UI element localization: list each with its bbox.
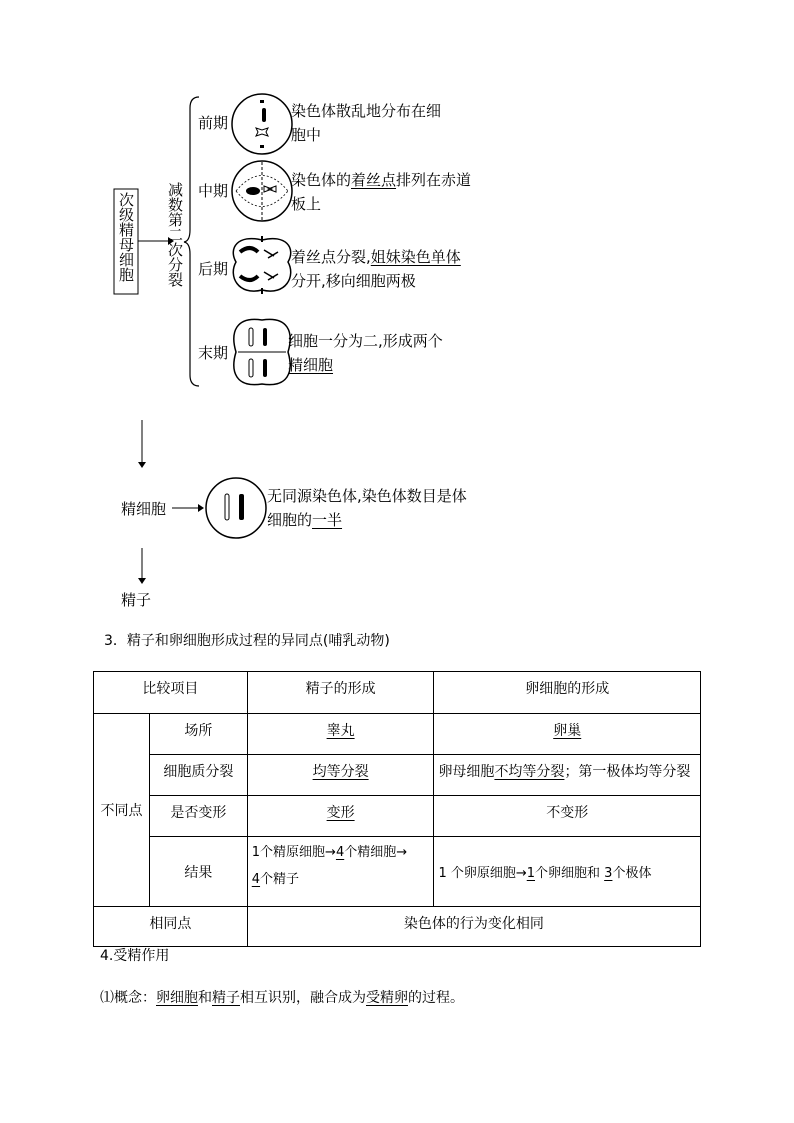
group-label: 不同点 [94, 714, 150, 907]
phase-name-anaphase: 后期 [198, 260, 229, 278]
sperm-label: 精子 [121, 591, 152, 609]
cytoplasm-egg: 卵母细胞不均等分裂；第一极体均等分裂 [434, 755, 701, 796]
result-sperm: 1个精原细胞→4个精细胞→ 4个精子 [247, 837, 434, 907]
deform-sperm: 变形 [326, 805, 355, 821]
header-egg: 卵细胞的形成 [434, 672, 701, 714]
spermatid-label: 精细胞 [121, 500, 167, 518]
row-label-deform: 是否变形 [149, 796, 247, 837]
row-label-cytoplasm: 细胞质分裂 [149, 755, 247, 796]
anaphase-desc: 着丝点分裂,姐妹染色单体 分开,移向细胞两极 [291, 248, 461, 290]
place-egg: 卵巢 [553, 723, 582, 739]
place-sperm: 睾丸 [326, 723, 355, 739]
metaphase-desc: 染色体的着丝点排列在赤道 板上 [291, 171, 472, 213]
table-row [94, 837, 701, 907]
section3-title: 3．精子和卵细胞形成过程的异同点(哺乳动物) [104, 633, 390, 649]
source-cell-label: 次级精母细胞 [117, 192, 135, 282]
header-sperm: 精子的形成 [247, 672, 434, 714]
telophase-desc: 细胞一分为二,形成两个 精细胞 [288, 329, 443, 377]
result-egg: 1 个卵原细胞→1个卵细胞和 3个极体 [434, 837, 701, 907]
table-row [94, 714, 701, 755]
table-row [94, 755, 701, 796]
prophase-cell [232, 94, 292, 154]
phase-name-metaphase: 中期 [198, 182, 229, 200]
row-label-result: 结果 [149, 837, 247, 907]
phase-name-telophase: 末期 [198, 344, 229, 362]
spermatid-desc: 无同源染色体,染色体数目是体 细胞的一半 [267, 487, 467, 529]
same-value: 染色体的行为变化相同 [247, 907, 700, 947]
cytoplasm-sperm: 均等分裂 [312, 764, 369, 780]
metaphase-keyword: 着丝点 [351, 171, 397, 189]
spermatid-keyword: 一半 [312, 511, 343, 529]
table-header-row [94, 672, 701, 714]
table-row [94, 907, 701, 947]
comparison-table [93, 671, 701, 947]
phase-bracket [184, 97, 199, 386]
table-row [94, 796, 701, 837]
telophase-cell [234, 319, 290, 384]
deform-egg: 不变形 [434, 796, 701, 837]
section4-title: 4.受精作用 [100, 948, 170, 964]
telophase-keyword: 精细胞 [288, 356, 334, 374]
metaphase-cell [232, 161, 292, 221]
prophase-desc: 染色体散乱地分布在细 胞中 [291, 102, 442, 144]
same-label: 相同点 [94, 907, 248, 947]
anaphase-keyword: 姐妹染色单体 [370, 248, 461, 266]
phase-name-prophase: 前期 [198, 114, 229, 132]
spermatid-cell [206, 478, 266, 538]
fertilization-concept: ⑴概念：卵细胞和精子相互识别，融合成为受精卵的过程。 [100, 990, 464, 1006]
header-item: 比较项目 [94, 672, 248, 714]
row-label-place: 场所 [149, 714, 247, 755]
anaphase-cell [233, 236, 290, 294]
division-label: 减数第二次分裂 [166, 182, 184, 287]
